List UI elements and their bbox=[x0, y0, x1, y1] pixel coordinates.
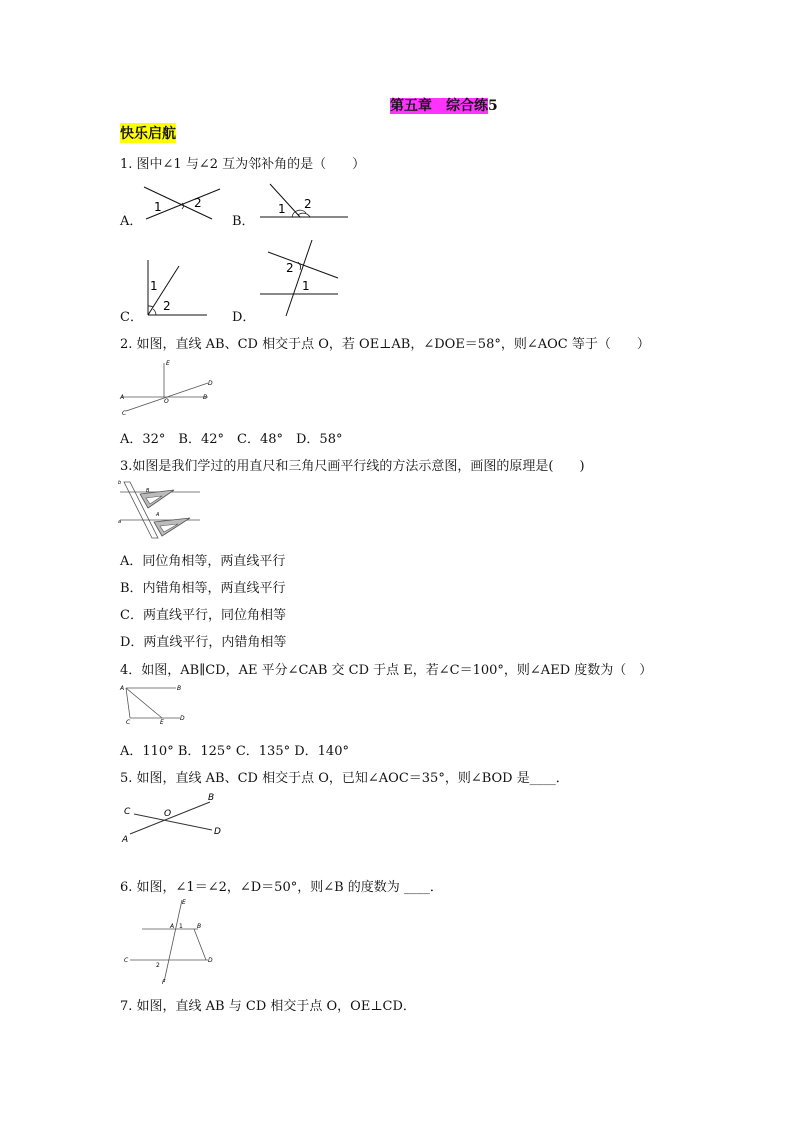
q5-label-c: C bbox=[124, 807, 131, 817]
q2-label-c: C bbox=[122, 410, 127, 417]
q1-a-label-1: 1 bbox=[154, 200, 162, 214]
q5-label-d: D bbox=[214, 827, 221, 837]
page-title bbox=[390, 95, 498, 115]
q4-figure bbox=[120, 684, 190, 728]
q4-label-a: A bbox=[120, 685, 125, 692]
q6-label-1: 1 bbox=[179, 923, 183, 930]
q1-b-label-2: 2 bbox=[304, 197, 312, 211]
q1-figure-d bbox=[258, 238, 342, 318]
q3-option-a: A．同位角相等，两直线平行 bbox=[120, 554, 286, 569]
title-number: 5 bbox=[488, 98, 498, 114]
q2-figure bbox=[120, 357, 220, 419]
q3-option-d: D．两直线平行，内错角相等 bbox=[120, 635, 287, 650]
q1-a-label-2: 2 bbox=[194, 196, 202, 210]
q1-c-label-2: 2 bbox=[163, 299, 171, 313]
q2-label-o: O bbox=[164, 398, 169, 405]
q3-figure bbox=[118, 478, 202, 540]
q4-label-c: C bbox=[126, 719, 131, 726]
q5-label-o: O bbox=[164, 809, 172, 819]
question-6-text: 6. 如图，∠1＝∠2，∠D＝50°，则∠B 的度数为 ____． bbox=[120, 880, 443, 895]
q2-label-b: B bbox=[203, 394, 208, 401]
q5-label-b: B bbox=[208, 793, 215, 803]
q6-figure bbox=[120, 898, 220, 984]
q4-label-d: D bbox=[180, 715, 185, 722]
q3-option-b: B．内错角相等，两直线平行 bbox=[120, 581, 286, 596]
question-7-text: 7. 如图，直线 AB 与 CD 相交于点 O，OE⊥CD． bbox=[120, 999, 416, 1014]
q5-figure bbox=[120, 792, 230, 844]
section-title: 快乐启航 bbox=[120, 123, 176, 143]
q4-label-e: E bbox=[160, 719, 164, 726]
q1-option-d-label: D． bbox=[232, 310, 256, 325]
q3-label-b-small: b bbox=[118, 480, 122, 486]
q6-label-b: B bbox=[197, 923, 202, 930]
q3-label-b-point: B bbox=[146, 488, 150, 494]
q2-label-e: E bbox=[166, 360, 170, 367]
q3-option-c: C．两直线平行，同位角相等 bbox=[120, 608, 286, 623]
question-4-text: 4．如图，AB∥CD，AE 平分∠CAB 交 CD 于点 E，若∠C＝100°，则∠AED 度数为（ ） bbox=[120, 663, 653, 678]
q6-label-f: F bbox=[162, 979, 166, 986]
q6-label-a: A bbox=[170, 923, 175, 930]
q1-figure-a bbox=[142, 185, 222, 221]
q6-label-d: D bbox=[208, 957, 213, 964]
q1-d-label-1: 1 bbox=[302, 279, 310, 293]
question-3-text: 3.如图是我们学过的用直尺和三角尺画平行线的方法示意图，画图的原理是( ) bbox=[120, 459, 585, 474]
q1-option-c-label: C． bbox=[120, 310, 143, 325]
q4-label-b: B bbox=[177, 685, 182, 692]
q2-label-d: D bbox=[208, 380, 213, 387]
question-2-text: 2. 如图，直线 AB、CD 相交于点 O，若 OE⊥AB，∠DOE＝58°，则∠AOC 等于（ ） bbox=[120, 337, 650, 352]
q6-label-c: C bbox=[124, 957, 129, 964]
title-chapter: 第五章 bbox=[390, 98, 432, 114]
question-1-text: 1. 图中∠1 与∠2 互为邻补角的是（ ） bbox=[120, 157, 366, 172]
question-2-answers: A．32° B．42° C．48° D．58° bbox=[120, 432, 343, 447]
q1-d-label-2: 2 bbox=[286, 261, 294, 275]
q1-option-b-label: B． bbox=[232, 214, 255, 229]
q1-c-label-1: 1 bbox=[150, 279, 158, 293]
question-4-answers: A．110° B．125° C．135° D．140° bbox=[120, 744, 349, 759]
q1-figure-c bbox=[145, 258, 209, 318]
q1-figure-b bbox=[258, 182, 350, 220]
q2-label-a: A bbox=[120, 394, 125, 401]
question-5-text: 5. 如图，直线 AB、CD 相交于点 O，已知∠AOC＝35°，则∠BOD 是____． bbox=[120, 771, 569, 786]
q3-label-a-small: a bbox=[118, 519, 122, 525]
title-practice: 综合练 bbox=[446, 98, 488, 114]
q6-label-2: 2 bbox=[156, 962, 160, 969]
q6-label-e: E bbox=[182, 899, 186, 906]
q1-option-a-label: A． bbox=[120, 214, 143, 229]
q3-label-a-point: A bbox=[156, 512, 160, 518]
q1-b-label-1: 1 bbox=[278, 202, 286, 216]
q5-label-a: A bbox=[122, 835, 129, 845]
